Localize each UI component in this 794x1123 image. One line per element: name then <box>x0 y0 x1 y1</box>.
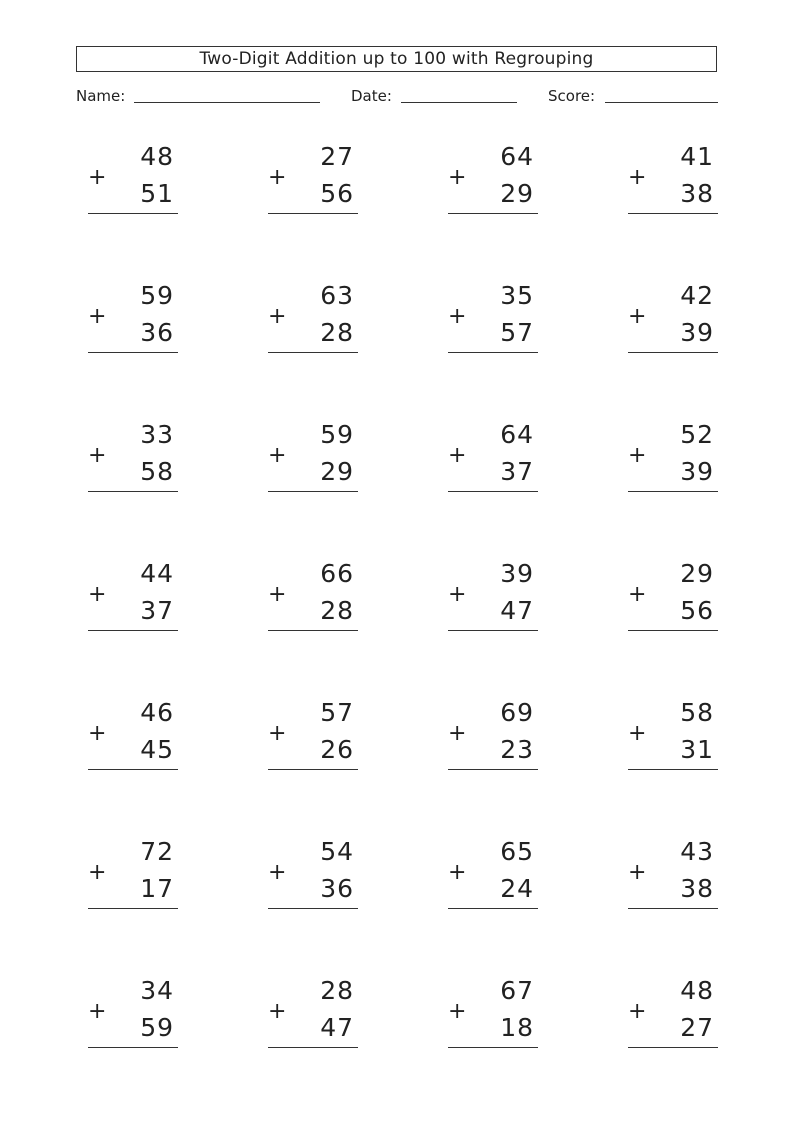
answer-line[interactable] <box>448 352 538 353</box>
answer-line[interactable] <box>268 352 358 353</box>
answer-line[interactable] <box>88 769 178 770</box>
top-addend: 72 <box>140 837 174 866</box>
addition-problem <box>268 974 358 1054</box>
answer-line[interactable] <box>628 491 718 492</box>
answer-line[interactable] <box>88 352 178 353</box>
answer-line[interactable] <box>448 491 538 492</box>
plus-sign: + <box>268 721 287 746</box>
plus-sign: + <box>268 582 287 607</box>
bottom-addend: 29 <box>500 179 534 208</box>
addition-problem <box>88 974 178 1054</box>
bottom-addend: 28 <box>320 596 354 625</box>
plus-sign: + <box>268 443 287 468</box>
answer-line[interactable] <box>448 1047 538 1048</box>
plus-sign: + <box>628 860 647 885</box>
top-addend: 64 <box>500 420 534 449</box>
score-label: Score: <box>548 87 596 105</box>
bottom-addend: 36 <box>320 874 354 903</box>
plus-sign: + <box>448 165 467 190</box>
top-addend: 59 <box>320 420 354 449</box>
answer-line[interactable] <box>628 908 718 909</box>
bottom-addend: 51 <box>140 179 174 208</box>
bottom-addend: 37 <box>140 596 174 625</box>
plus-sign: + <box>628 443 647 468</box>
plus-sign: + <box>628 721 647 746</box>
addition-problem <box>628 279 718 359</box>
top-addend: 39 <box>500 559 534 588</box>
addition-problem <box>88 279 178 359</box>
addition-problem <box>448 418 538 498</box>
addition-problem <box>448 835 538 915</box>
top-addend: 48 <box>140 142 174 171</box>
plus-sign: + <box>268 999 287 1024</box>
answer-line[interactable] <box>268 630 358 631</box>
bottom-addend: 17 <box>140 874 174 903</box>
plus-sign: + <box>628 582 647 607</box>
plus-sign: + <box>448 304 467 329</box>
bottom-addend: 58 <box>140 457 174 486</box>
plus-sign: + <box>88 165 107 190</box>
addition-problem <box>268 140 358 220</box>
bottom-addend: 27 <box>680 1013 714 1042</box>
answer-line[interactable] <box>88 213 178 214</box>
bottom-addend: 47 <box>500 596 534 625</box>
addition-problem <box>628 974 718 1054</box>
plus-sign: + <box>448 443 467 468</box>
answer-line[interactable] <box>268 908 358 909</box>
plus-sign: + <box>88 443 107 468</box>
top-addend: 59 <box>140 281 174 310</box>
plus-sign: + <box>628 999 647 1024</box>
answer-line[interactable] <box>628 213 718 214</box>
top-addend: 41 <box>680 142 714 171</box>
bottom-addend: 59 <box>140 1013 174 1042</box>
plus-sign: + <box>448 999 467 1024</box>
bottom-addend: 56 <box>320 179 354 208</box>
bottom-addend: 37 <box>500 457 534 486</box>
plus-sign: + <box>448 721 467 746</box>
answer-line[interactable] <box>628 769 718 770</box>
top-addend: 57 <box>320 698 354 727</box>
bottom-addend: 47 <box>320 1013 354 1042</box>
top-addend: 28 <box>320 976 354 1005</box>
plus-sign: + <box>628 165 647 190</box>
bottom-addend: 31 <box>680 735 714 764</box>
addition-problem <box>448 974 538 1054</box>
addition-problem <box>628 418 718 498</box>
addition-problem <box>268 696 358 776</box>
answer-line[interactable] <box>268 213 358 214</box>
bottom-addend: 38 <box>680 874 714 903</box>
top-addend: 34 <box>140 976 174 1005</box>
bottom-addend: 45 <box>140 735 174 764</box>
addition-problem <box>268 279 358 359</box>
plus-sign: + <box>268 860 287 885</box>
addition-problem <box>88 557 178 637</box>
addition-problem <box>268 418 358 498</box>
bottom-addend: 28 <box>320 318 354 347</box>
answer-line[interactable] <box>448 908 538 909</box>
bottom-addend: 39 <box>680 457 714 486</box>
bottom-addend: 18 <box>500 1013 534 1042</box>
top-addend: 42 <box>680 281 714 310</box>
addition-problem <box>628 557 718 637</box>
top-addend: 44 <box>140 559 174 588</box>
addition-problem <box>268 835 358 915</box>
plus-sign: + <box>88 582 107 607</box>
top-addend: 64 <box>500 142 534 171</box>
top-addend: 69 <box>500 698 534 727</box>
addition-problem <box>88 418 178 498</box>
bottom-addend: 38 <box>680 179 714 208</box>
addition-problem <box>628 696 718 776</box>
plus-sign: + <box>88 721 107 746</box>
answer-line[interactable] <box>88 630 178 631</box>
answer-line[interactable] <box>448 213 538 214</box>
answer-line[interactable] <box>628 630 718 631</box>
top-addend: 35 <box>500 281 534 310</box>
top-addend: 27 <box>320 142 354 171</box>
addition-problem <box>448 696 538 776</box>
bottom-addend: 29 <box>320 457 354 486</box>
addition-problem <box>88 835 178 915</box>
answer-line[interactable] <box>88 491 178 492</box>
top-addend: 65 <box>500 837 534 866</box>
worksheet-title-text: Two-Digit Addition up to 100 with Regrouping <box>199 49 594 69</box>
bottom-addend: 26 <box>320 735 354 764</box>
plus-sign: + <box>448 582 467 607</box>
top-addend: 43 <box>680 837 714 866</box>
answer-line[interactable] <box>448 630 538 631</box>
answer-line[interactable] <box>448 769 538 770</box>
plus-sign: + <box>88 304 107 329</box>
top-addend: 33 <box>140 420 174 449</box>
plus-sign: + <box>628 304 647 329</box>
top-addend: 58 <box>680 698 714 727</box>
answer-line[interactable] <box>88 908 178 909</box>
top-addend: 48 <box>680 976 714 1005</box>
answer-line[interactable] <box>88 1047 178 1048</box>
plus-sign: + <box>448 860 467 885</box>
bottom-addend: 39 <box>680 318 714 347</box>
bottom-addend: 57 <box>500 318 534 347</box>
answer-line[interactable] <box>268 1047 358 1048</box>
addition-problem <box>448 140 538 220</box>
addition-problem <box>628 835 718 915</box>
top-addend: 63 <box>320 281 354 310</box>
bottom-addend: 56 <box>680 596 714 625</box>
plus-sign: + <box>88 999 107 1024</box>
addition-problem <box>268 557 358 637</box>
top-addend: 52 <box>680 420 714 449</box>
bottom-addend: 24 <box>500 874 534 903</box>
addition-problem <box>448 557 538 637</box>
answer-line[interactable] <box>268 491 358 492</box>
plus-sign: + <box>268 304 287 329</box>
answer-line[interactable] <box>268 769 358 770</box>
top-addend: 54 <box>320 837 354 866</box>
addition-problem <box>448 279 538 359</box>
date-label: Date: <box>351 87 392 105</box>
bottom-addend: 23 <box>500 735 534 764</box>
addition-problem <box>88 696 178 776</box>
bottom-addend: 36 <box>140 318 174 347</box>
name-label: Name: <box>76 87 126 105</box>
top-addend: 67 <box>500 976 534 1005</box>
answer-line[interactable] <box>628 1047 718 1048</box>
addition-problem <box>88 140 178 220</box>
addition-problem <box>628 140 718 220</box>
answer-line[interactable] <box>628 352 718 353</box>
top-addend: 66 <box>320 559 354 588</box>
top-addend: 46 <box>140 698 174 727</box>
plus-sign: + <box>88 860 107 885</box>
top-addend: 29 <box>680 559 714 588</box>
plus-sign: + <box>268 165 287 190</box>
